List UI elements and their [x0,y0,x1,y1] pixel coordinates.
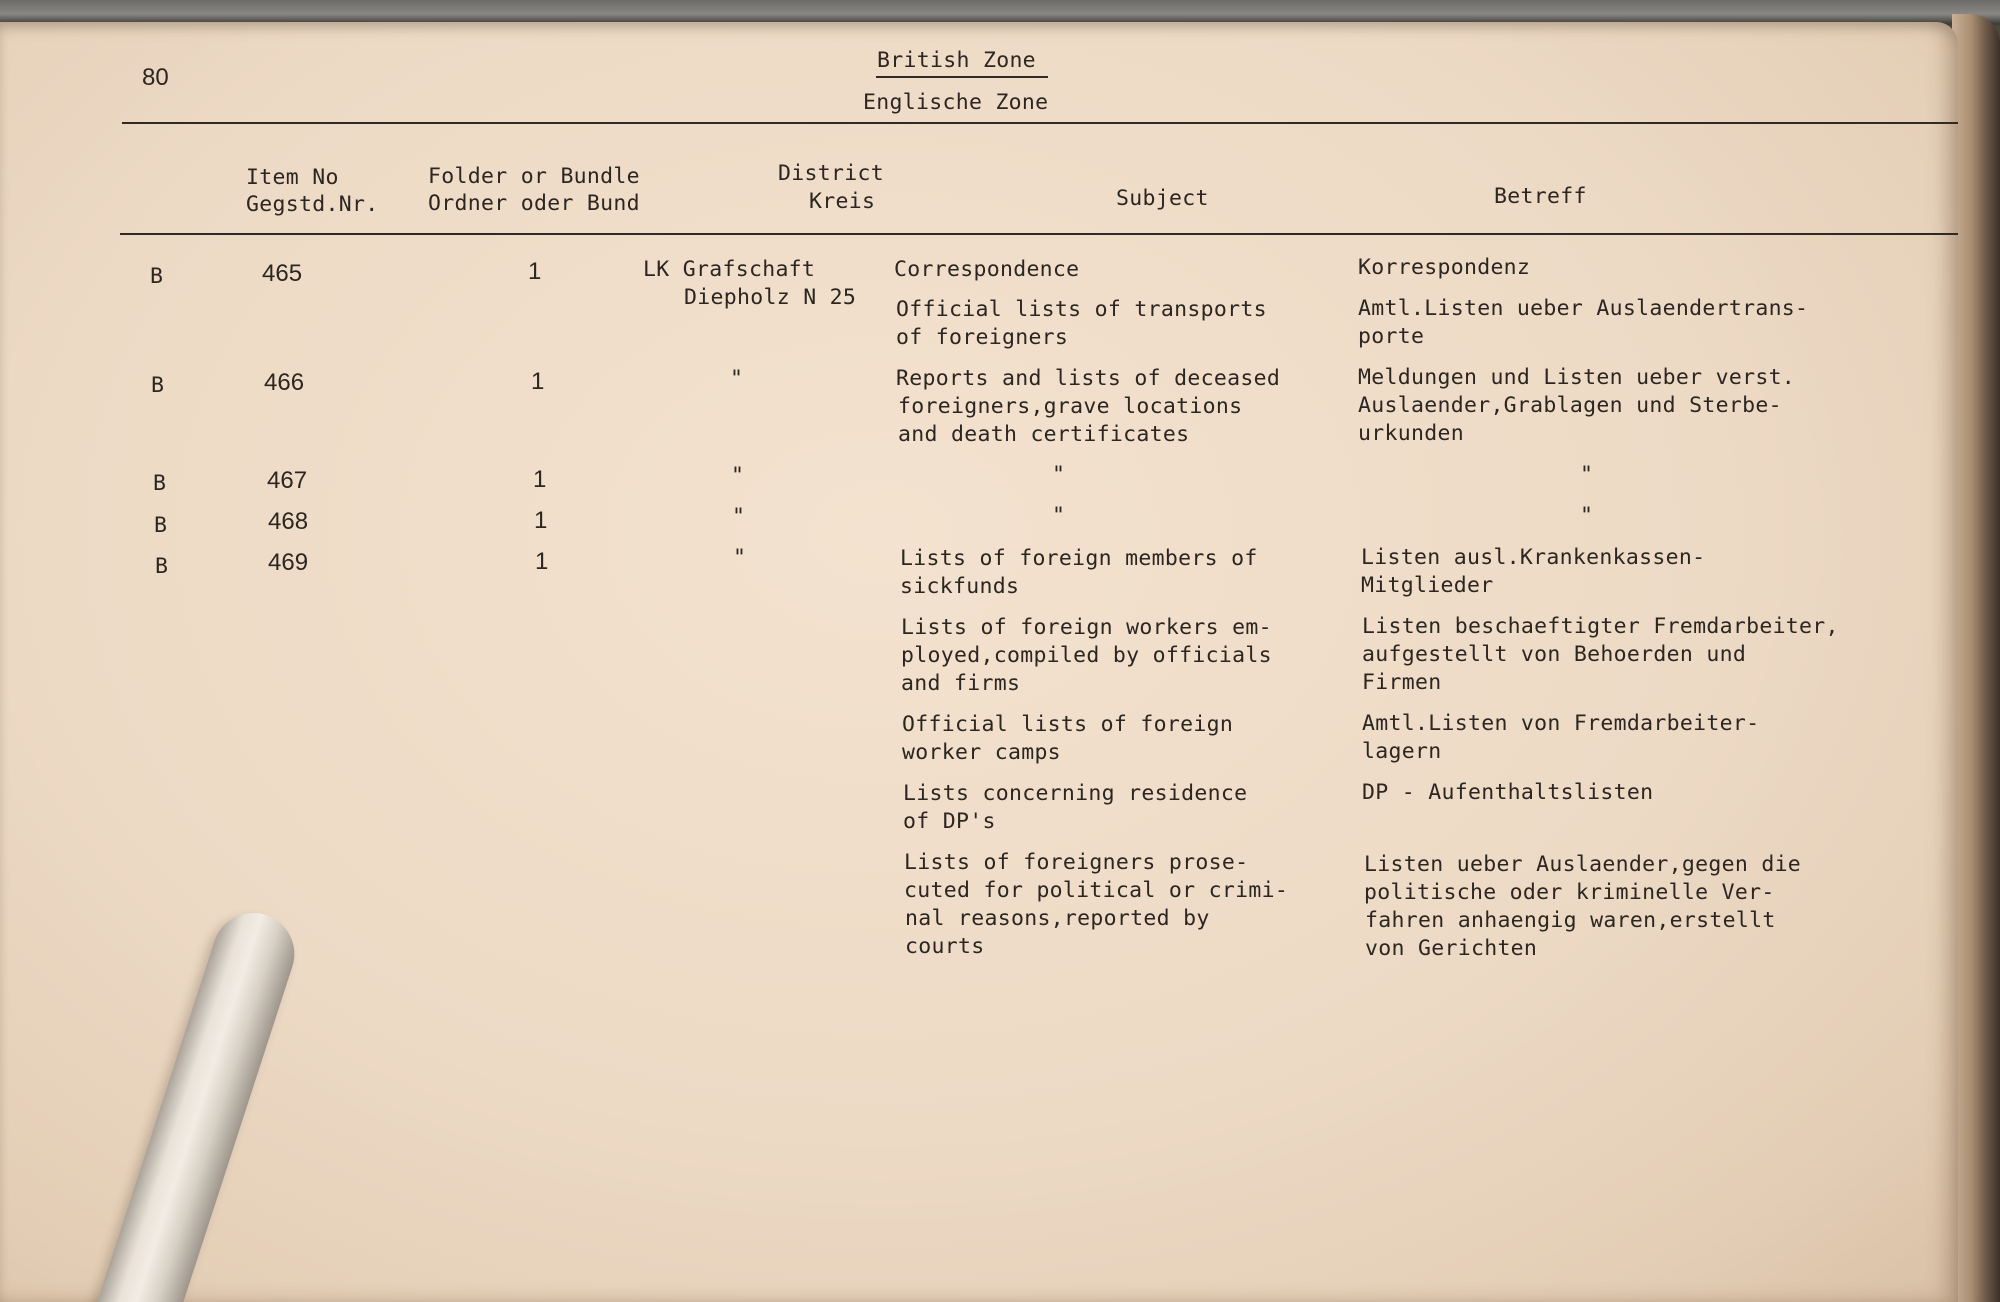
folder-count: 1 [531,368,545,395]
district-ditto: " [732,504,746,529]
subject-line: courts [905,934,985,959]
betreff-ditto: " [1580,503,1594,528]
betreff-line: Firmen [1362,670,1442,695]
betreff-line: porte [1358,324,1425,349]
col-folder-de: Ordner oder Bund [428,191,640,216]
row-letter: B [151,373,165,398]
folder-count: 1 [533,466,547,493]
row-letter: B [153,471,167,496]
subject-line: Reports and lists of deceased [896,366,1281,391]
subject-line: foreigners,grave locations [898,394,1243,419]
subject-ditto: " [1052,462,1066,487]
subject-line: and firms [901,671,1021,696]
betreff-line: fahren anhaengig waren,erstellt [1365,908,1776,933]
item-number: 466 [264,369,305,396]
col-folder-en: Folder or Bundle [428,164,640,189]
item-number: 468 [268,508,309,535]
header-title-de: Englische Zone [863,90,1049,115]
subject-line: Official lists of foreign [902,712,1234,737]
district-name: LK Grafschaft [643,257,816,282]
folder-count: 1 [535,548,549,575]
page-edge [1952,14,2000,1302]
row-letter: B [150,264,164,289]
betreff-line: Korrespondenz [1358,255,1531,280]
row-letter: B [154,513,168,538]
betreff-line: von Gerichten [1365,936,1538,961]
subject-line: worker camps [902,740,1061,765]
subject-line: Correspondence [894,257,1080,282]
subject-line: of DP's [903,809,996,834]
col-district-de: Kreis [809,189,876,214]
row-letter: B [155,554,169,579]
item-number: 467 [267,467,308,494]
betreff-line: Amtl.Listen ueber Auslaendertrans- [1358,296,1809,321]
subject-line: Lists concerning residence [903,781,1248,806]
header-rule [120,233,1958,235]
item-number: 465 [262,260,303,287]
subject-line: and death certificates [898,422,1190,447]
betreff-line: aufgestellt von Behoerden und [1362,642,1747,667]
subject-line: cuted for political or crimi- [904,878,1289,903]
district-ditto: " [731,463,745,488]
subject-line: sickfunds [900,574,1020,599]
betreff-line: Listen beschaeftigter Fremdarbeiter, [1362,614,1839,639]
district-name-line2: Diepholz N 25 [684,285,857,310]
betreff-line: Amtl.Listen von Fremdarbeiter- [1362,711,1760,736]
betreff-line: urkunden [1358,421,1464,446]
betreff-line: politische oder kriminelle Ver- [1364,880,1775,905]
col-betreff: Betreff [1494,184,1587,209]
subject-ditto: " [1052,503,1066,528]
header-underline [876,76,1048,78]
page-number: 80 [142,64,169,91]
subject-line: Lists of foreign workers em- [901,615,1272,640]
col-item-no-de: Gegstd.Nr. [246,192,379,217]
col-subject: Subject [1116,186,1209,211]
subject-line: Lists of foreign members of [900,546,1258,571]
folder-count: 1 [528,258,542,285]
betreff-line: Meldungen und Listen ueber verst. [1358,365,1796,390]
district-ditto: " [730,366,744,391]
header-title-en: British Zone [877,48,1036,73]
col-district-en: District [778,161,884,186]
subject-line: nal reasons,reported by [905,906,1210,931]
subject-line: ployed,compiled by officials [901,643,1272,668]
betreff-line: lagern [1362,739,1442,764]
betreff-line: Mitglieder [1361,573,1494,598]
subject-line: Lists of foreigners prose- [904,850,1249,875]
folder-count: 1 [534,507,548,534]
subject-line: Official lists of transports [896,297,1267,322]
subject-line: of foreigners [896,325,1069,350]
top-rule [122,122,1958,124]
betreff-ditto: " [1580,462,1594,487]
betreff-line: Auslaender,Grablagen und Sterbe- [1358,393,1782,418]
betreff-line: Listen ausl.Krankenkassen- [1361,545,1706,570]
betreff-line: Listen ueber Auslaender,gegen die [1364,852,1802,877]
betreff-line: DP - Aufenthaltslisten [1362,780,1654,805]
col-item-no-en: Item No [246,165,339,190]
item-number: 469 [268,549,309,576]
district-ditto: " [733,545,747,570]
